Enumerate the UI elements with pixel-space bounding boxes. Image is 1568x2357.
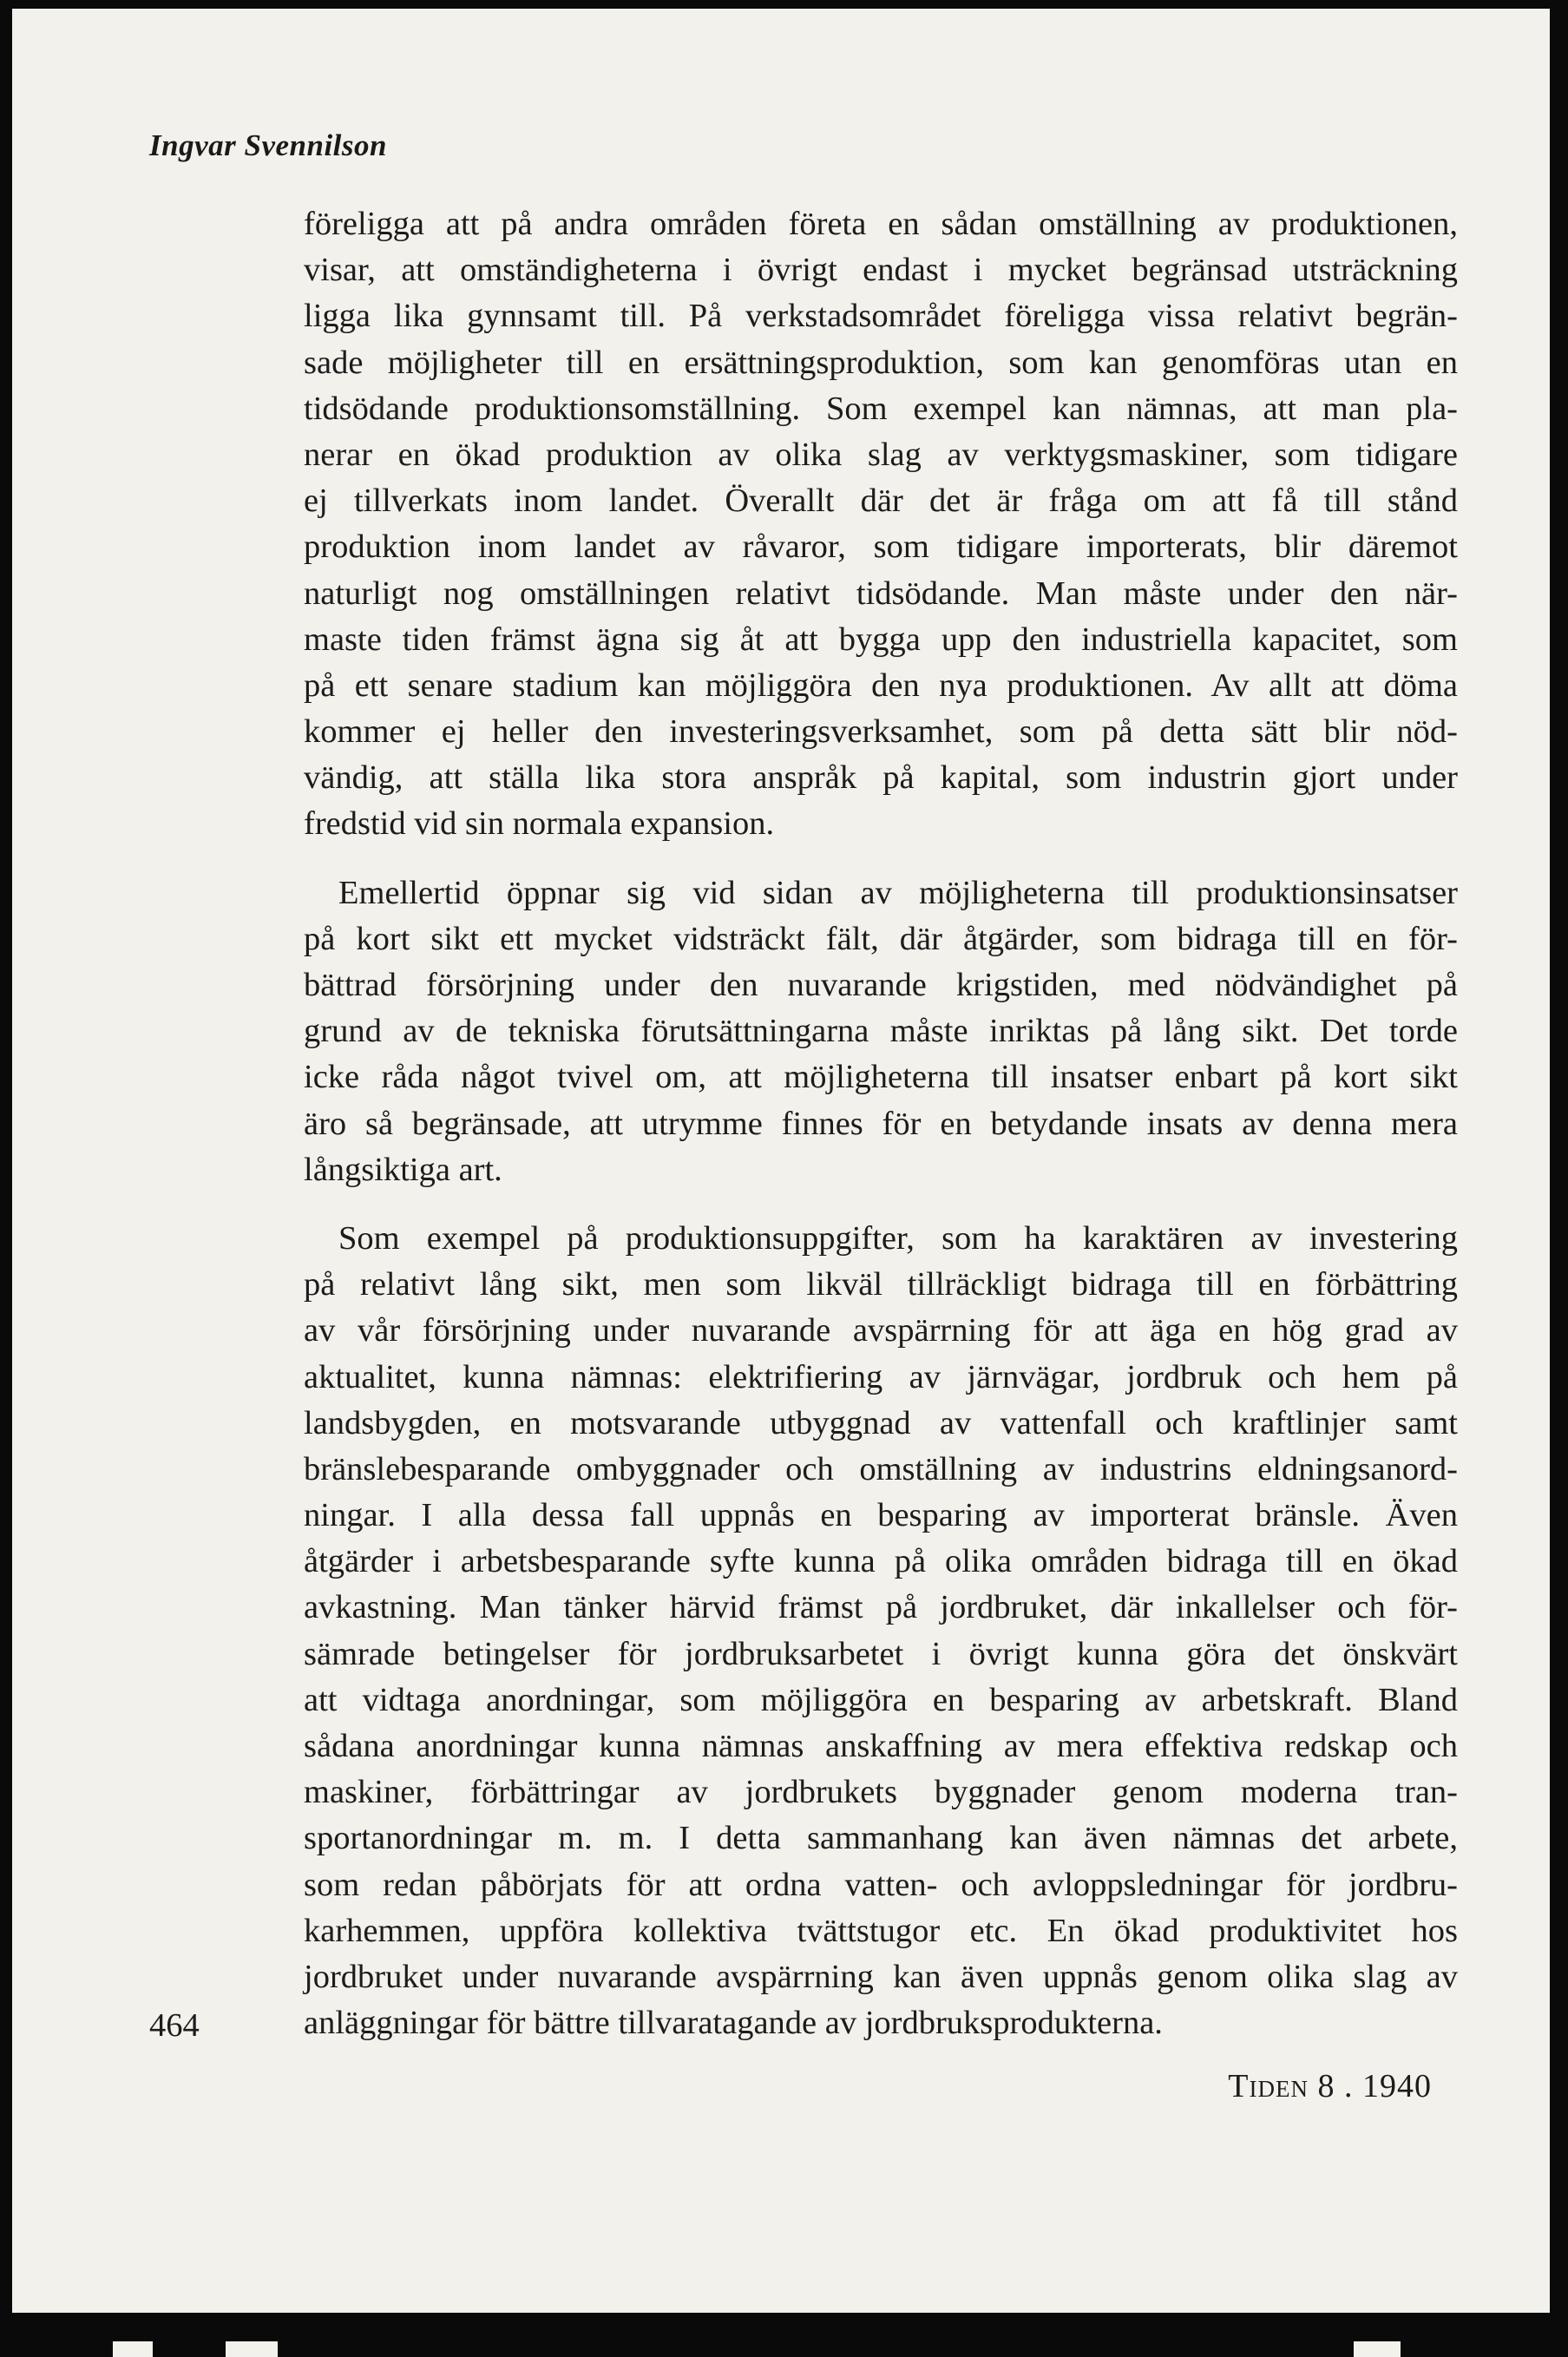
text-line: landsbygden, en motsvarande utbyggnad av vattenfall och kraftlinjer samt bbox=[304, 1404, 1458, 1441]
text-line: Emellertid öppnar sig vid sidan av möjligheterna till produktionsinsatser bbox=[338, 874, 1458, 911]
scan-edge-mark bbox=[1354, 2341, 1401, 2357]
paragraph-2 bbox=[304, 870, 1458, 1193]
text-line: visar, att omständigheterna i övrigt endast i mycket begränsad utsträckning bbox=[304, 252, 1458, 289]
text-line: på ett senare stadium kan möjliggöra den nya produktionen. Av allt att döma bbox=[304, 666, 1458, 704]
text-line: på kort sikt ett mycket vidsträckt fält, där åtgärder, som bidraga till en för- bbox=[304, 920, 1458, 957]
page bbox=[12, 9, 1550, 2313]
text-line: anläggningar för bättre tillvaratagande av jordbruksprodukterna. bbox=[304, 2005, 1163, 2042]
text-line: ej tillverkats inom landet. Överallt där det är fråga om att få till stånd bbox=[304, 483, 1458, 520]
text-line: maskiner, förbättringar av jordbrukets byggnader genom moderna tran- bbox=[304, 1774, 1458, 1811]
text-line: åtgärder i arbetsbesparande syfte kunna på olika områden bidraga till en ökad bbox=[304, 1543, 1458, 1580]
paragraph-1 bbox=[304, 201, 1458, 848]
text-line: fredstid vid sin normala expansion. bbox=[304, 805, 775, 843]
text-line: äro så begränsade, att utrymme finnes för en betydande insats av denna mera bbox=[304, 1105, 1458, 1142]
article-body bbox=[304, 201, 1458, 2046]
text-line: sämrade betingelser för jordbruksarbetet i övrigt kunna göra det önskvärt bbox=[304, 1635, 1458, 1672]
text-line: nerar en ökad produktion av olika slag av verktygsmaskiner, som tidigare bbox=[304, 436, 1458, 473]
text-line: karhemmen, uppföra kollektiva tvättstugor etc. En ökad produktivitet hos bbox=[304, 1912, 1458, 1949]
text-line: jordbruket under nuvarande avspärrning kan även uppnås genom olika slag av bbox=[304, 1958, 1458, 1995]
scan-edge-mark bbox=[226, 2341, 278, 2357]
text-line: vändig, att ställa lika stora anspråk på kapital, som industrin gjort under bbox=[304, 759, 1458, 797]
text-line: produktion inom landet av råvaror, som tidigare importerats, blir däremot bbox=[304, 529, 1458, 566]
text-line: Som exempel på produktionsuppgifter, som ha karaktären av investering bbox=[338, 1219, 1458, 1257]
text-line: på relativt lång sikt, men som likväl tillräckligt bidraga till en förbättring bbox=[304, 1266, 1458, 1303]
text-line: ligga lika gynnsamt till. På verkstadsområdet föreligga vissa relativt begrän- bbox=[304, 298, 1458, 335]
text-line: att vidtaga anordningar, som möjliggöra en besparing av arbetskraft. Bland bbox=[304, 1681, 1458, 1718]
scan-edge-mark bbox=[113, 2341, 153, 2357]
text-line: grund av de tekniska förutsättningarna måste inriktas på lång sikt. Det torde bbox=[304, 1013, 1458, 1050]
text-line: maste tiden främst ägna sig åt att bygga upp den industriella kapacitet, som bbox=[304, 620, 1458, 658]
text-line: bränslebesparande ombyggnader och omställning av industrins eldningsanord- bbox=[304, 1450, 1458, 1487]
text-line: sådana anordningar kunna nämnas anskaffning av mera effektiva redskap och bbox=[304, 1728, 1458, 1764]
footer-issue: 8 . 1940 bbox=[1317, 2068, 1432, 2104]
text-line: tidsödande produktionsomställning. Som exempel kan nämnas, att man pla- bbox=[304, 390, 1458, 427]
text-line: ningar. I alla dessa fall uppnås en besparing av importerat bränsle. Även bbox=[304, 1497, 1458, 1534]
text-line: icke råda något tvivel om, att möjligheterna till insatser enbart på kort sikt bbox=[304, 1059, 1458, 1096]
text-line: aktualitet, kunna nämnas: elektrifiering av järnvägar, jordbruk och hem på bbox=[304, 1358, 1458, 1395]
text-line: kommer ej heller den investeringsverksamhet, som på detta sätt blir nöd- bbox=[304, 713, 1458, 751]
text-line: av vår försörjning under nuvarande avspärrning för att äga en hög grad av bbox=[304, 1312, 1458, 1349]
text-line: sportanordningar m. m. I detta sammanhang kan även nämnas det arbete, bbox=[304, 1820, 1458, 1857]
text-line: föreligga att på andra områden företa en sådan omställning av produktionen, bbox=[304, 206, 1458, 242]
text-line: bättrad försörjning under den nuvarande krigstiden, med nödvändighet på bbox=[304, 967, 1458, 1003]
paragraph-3 bbox=[304, 1216, 1458, 2046]
text-line: som redan påbörjats för att ordna vatten- och avloppsledningar för jordbru- bbox=[304, 1866, 1458, 1903]
footer-publication: Tiden bbox=[1228, 2068, 1309, 2104]
running-head-author: Ingvar Svennilson bbox=[149, 128, 387, 162]
text-line: naturligt nog omställningen relativt tidsödande. Man måste under den när- bbox=[304, 574, 1458, 612]
text-line: avkastning. Man tänker härvid främst på jordbruket, där inkallelser och för- bbox=[304, 1589, 1458, 1626]
footer-issue-line bbox=[1228, 2067, 1432, 2105]
text-line: sade möjligheter till en ersättningsproduktion, som kan genomföras utan en bbox=[304, 344, 1458, 381]
page-number: 464 bbox=[149, 2007, 200, 2044]
text-line: långsiktiga art. bbox=[304, 1151, 502, 1188]
